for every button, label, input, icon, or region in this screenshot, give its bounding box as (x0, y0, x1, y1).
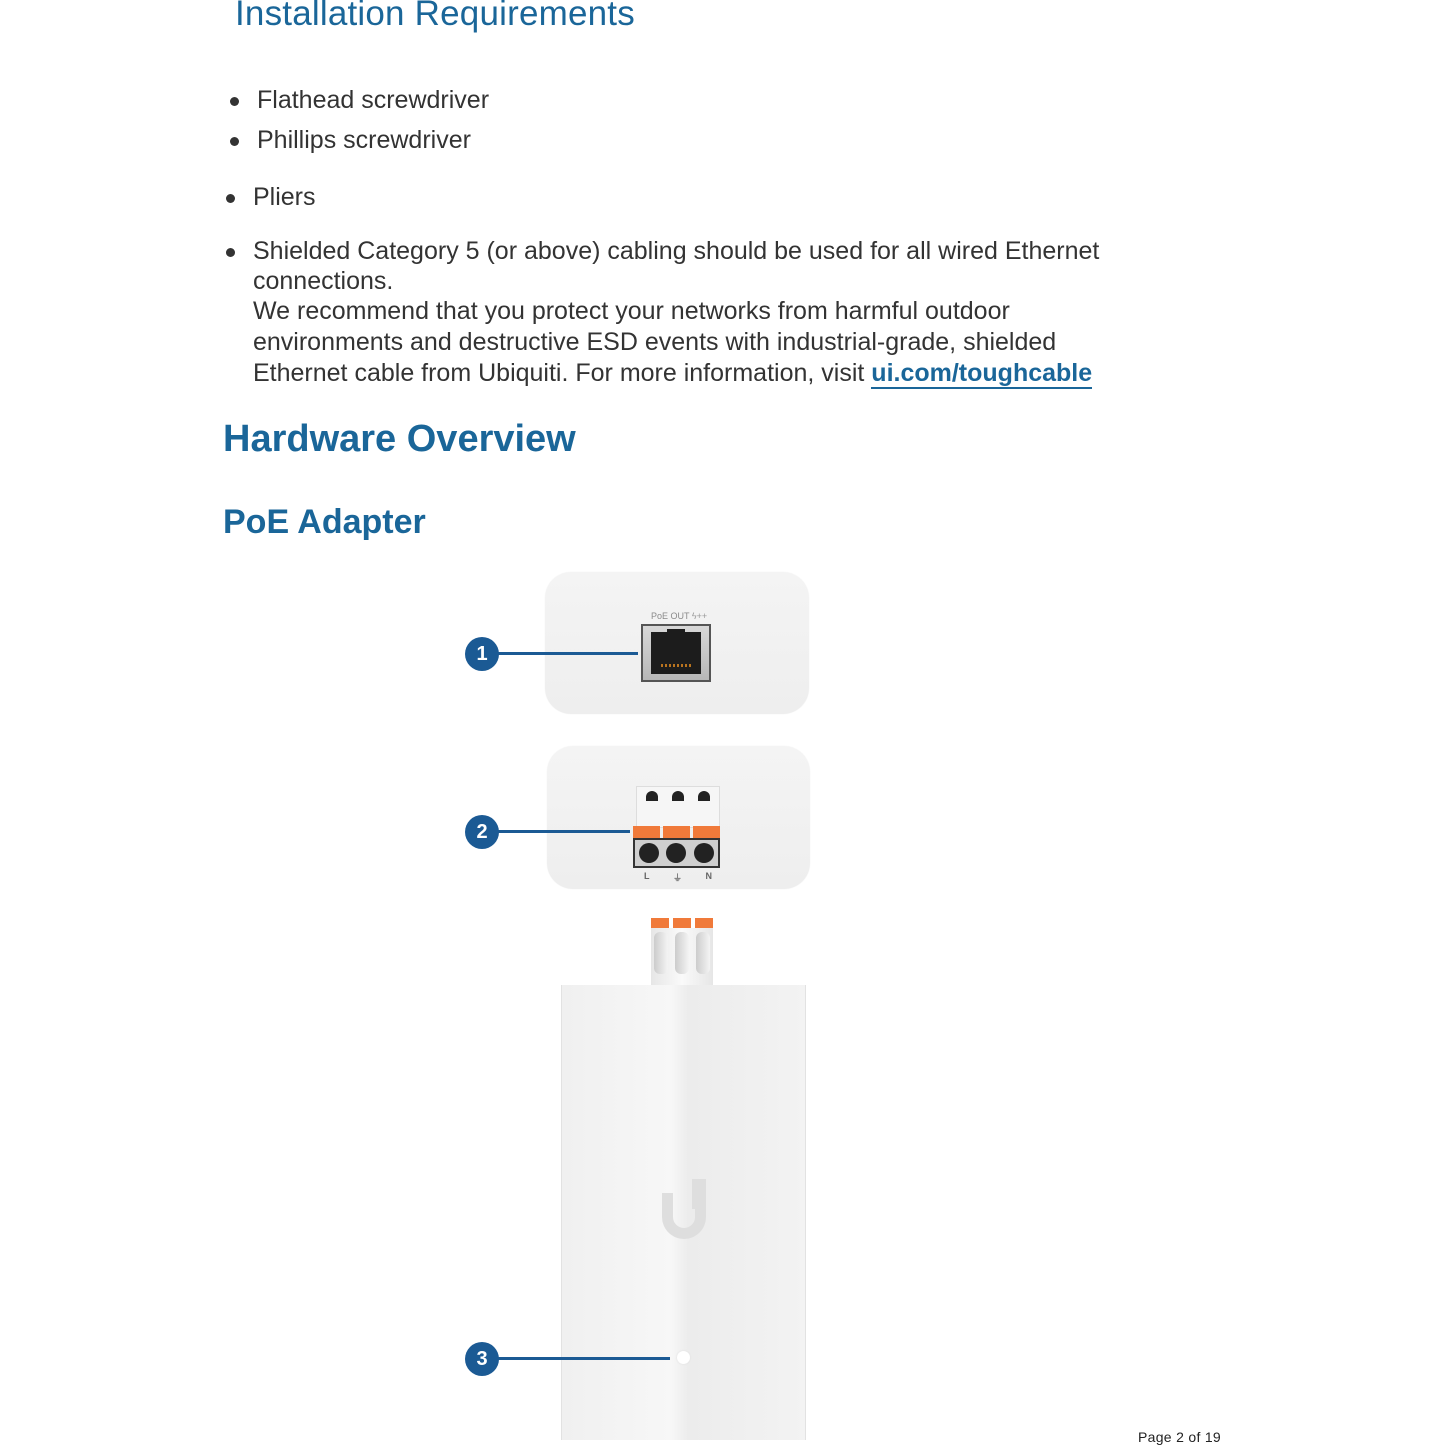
poe-out-label: PoE OUT ϟ++ (651, 611, 708, 621)
callout-3-leader (498, 1357, 670, 1360)
list-item (253, 236, 1123, 296)
section-subtitle-poe-adapter: PoE Adapter (223, 503, 426, 541)
bullet-icon (230, 97, 239, 106)
ground-icon: ⏚ (672, 873, 682, 883)
poe-port-panel (545, 572, 809, 714)
rj45-port-icon (641, 624, 711, 682)
terminal-labels (644, 871, 712, 884)
label-neutral: N (705, 871, 712, 881)
page-number: Page 2 of 19 (1138, 1429, 1221, 1445)
bullet-icon (226, 248, 235, 257)
list-item-text: Phillips screwdriver (257, 126, 471, 154)
list-item (257, 85, 489, 125)
tools-list (257, 85, 489, 165)
requirements-list (253, 182, 1123, 296)
callout-2-badge: 2 (465, 815, 499, 849)
callout-1-leader (498, 652, 638, 655)
label-live: L (644, 871, 650, 881)
terminal-plug-icon (651, 918, 713, 986)
callout-3-badge: 3 (465, 1342, 499, 1376)
list-item (257, 125, 489, 165)
cable-recommendation (253, 296, 1113, 389)
bullet-icon (226, 194, 235, 203)
ubiquiti-logo-icon (656, 1179, 712, 1243)
terminal-top (636, 786, 720, 828)
poe-adapter-body (561, 985, 806, 1440)
section-title-hardware: Hardware Overview (223, 418, 576, 460)
led-indicator-icon (677, 1351, 690, 1364)
list-item-text: Shielded Category 5 (or above) cabling should be used for all wired Ethernet connections. (253, 237, 1100, 295)
callout-1-badge: 1 (465, 637, 499, 671)
toughcable-link[interactable]: ui.com/toughcable (871, 359, 1093, 387)
terminal-levers-icon (633, 826, 720, 838)
terminal-sockets-icon (633, 838, 720, 868)
bullet-icon (230, 137, 239, 146)
list-item (253, 182, 1123, 212)
power-terminal-panel (547, 746, 810, 889)
list-item-text: Pliers (253, 183, 316, 211)
list-item-text: Flathead screwdriver (257, 86, 490, 114)
recommendation-text: We recommend that you protect your networks from harmful outdoor environments and destructive ESD events with industrial-grade, shielded Ethernet cable from Ubiquiti. For more information, visit (253, 297, 1057, 387)
callout-2-leader (498, 830, 630, 833)
section-title-installation: Installation Requirements (235, 0, 635, 33)
